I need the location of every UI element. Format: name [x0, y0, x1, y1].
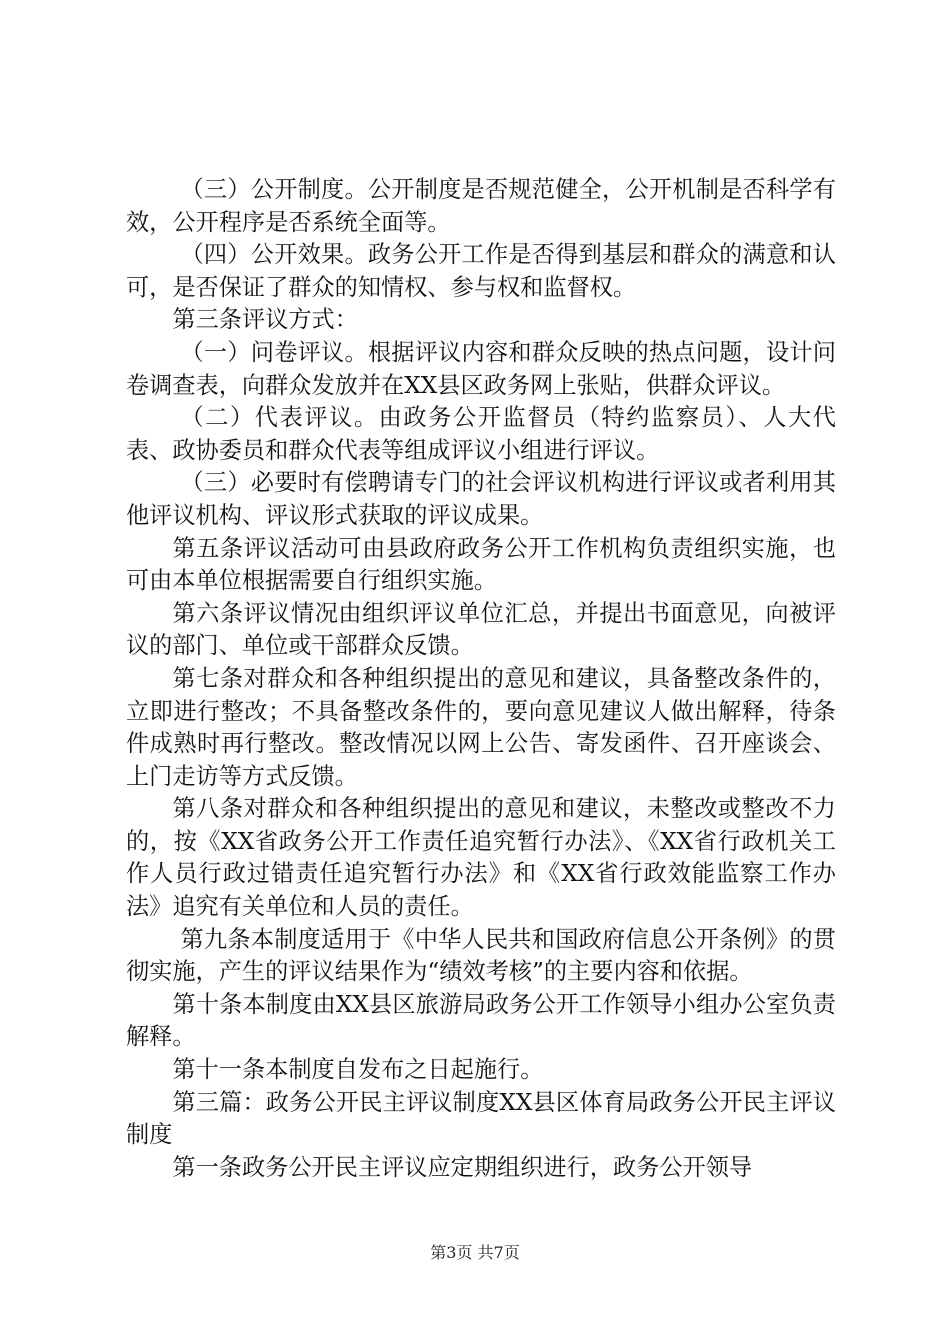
paragraph-5: （二）代表评议。由政务公开监督员（特约监察员）、人大代表、政协委员和群众代表等组成评议小组进行评议。 [126, 404, 836, 464]
paragraph-6: （三）必要时有偿聘请专门的社会评议机构进行评议或者利用其他评议机构、评议形式获取的评议成果。 [126, 469, 836, 529]
page-number-label: 第3页 共7页 [430, 1243, 520, 1262]
page-footer [0, 1240, 950, 1263]
paragraph-7: 第五条评议活动可由县政府政务公开工作机构负责组织实施，也可由本单位根据需要自行组织实施。 [126, 534, 836, 595]
paragraph-8: 第六条评议情况由组织评议单位汇总，并提出书面意见，向被评议的部门、单位或干部群众反馈。 [126, 599, 836, 660]
document-body [126, 174, 836, 1184]
paragraph-9: 第七条对群众和各种组织提出的意见和建议，具备整改条件的，立即进行整改；不具备整改条件的，要向意见建议人做出解释，待条件成熟时再行整改。整改情况以网上公告、寄发函件、召开座谈会、上门走访等方式反馈。 [126, 664, 836, 790]
paragraph-3: 第三条评议方式： [172, 306, 358, 334]
paragraph-11: 第九条本制度适用于《中华人民共和国政府信息公开条例》的贯彻实施，产生的评议结果作为“绩效考核”的主要内容和依据。 [126, 925, 836, 986]
paragraph-13: 第十一条本制度自发布之日起施行。 [172, 1056, 544, 1084]
paragraph-14: 第三篇：政务公开民主评议制度XX县区体育局政务公开民主评议制度 [126, 1088, 836, 1149]
paragraph-2: （四）公开效果。政务公开工作是否得到基层和群众的满意和认可，是否保证了群众的知情权、参与权和监督权。 [126, 241, 836, 301]
paragraph-1: （三）公开制度。公开制度是否规范健全，公开机制是否科学有效，公开程序是否系统全面等。 [126, 176, 836, 236]
paragraph-4: （一）问卷评议。根据评议内容和群众反映的热点问题，设计问卷调查表，向群众发放并在XX县区政务网上张贴，供群众评议。 [126, 338, 836, 399]
paragraph-10: 第八条对群众和各种组织提出的意见和建议，未整改或整改不力的，按《XX省政务公开工作责任追究暂行办法》、《XX省行政机关工作人员行政过错责任追究暂行办法》和《XX省行政效能监察工作办法》追究有关单位和人员的责任。 [126, 795, 836, 921]
paragraph-12: 第十条本制度由XX县区旅游局政务公开工作领导小组办公室负责解释。 [126, 990, 836, 1051]
paragraph-15: 第一条政务公开民主评议应定期组织进行，政务公开领导 [172, 1153, 753, 1181]
